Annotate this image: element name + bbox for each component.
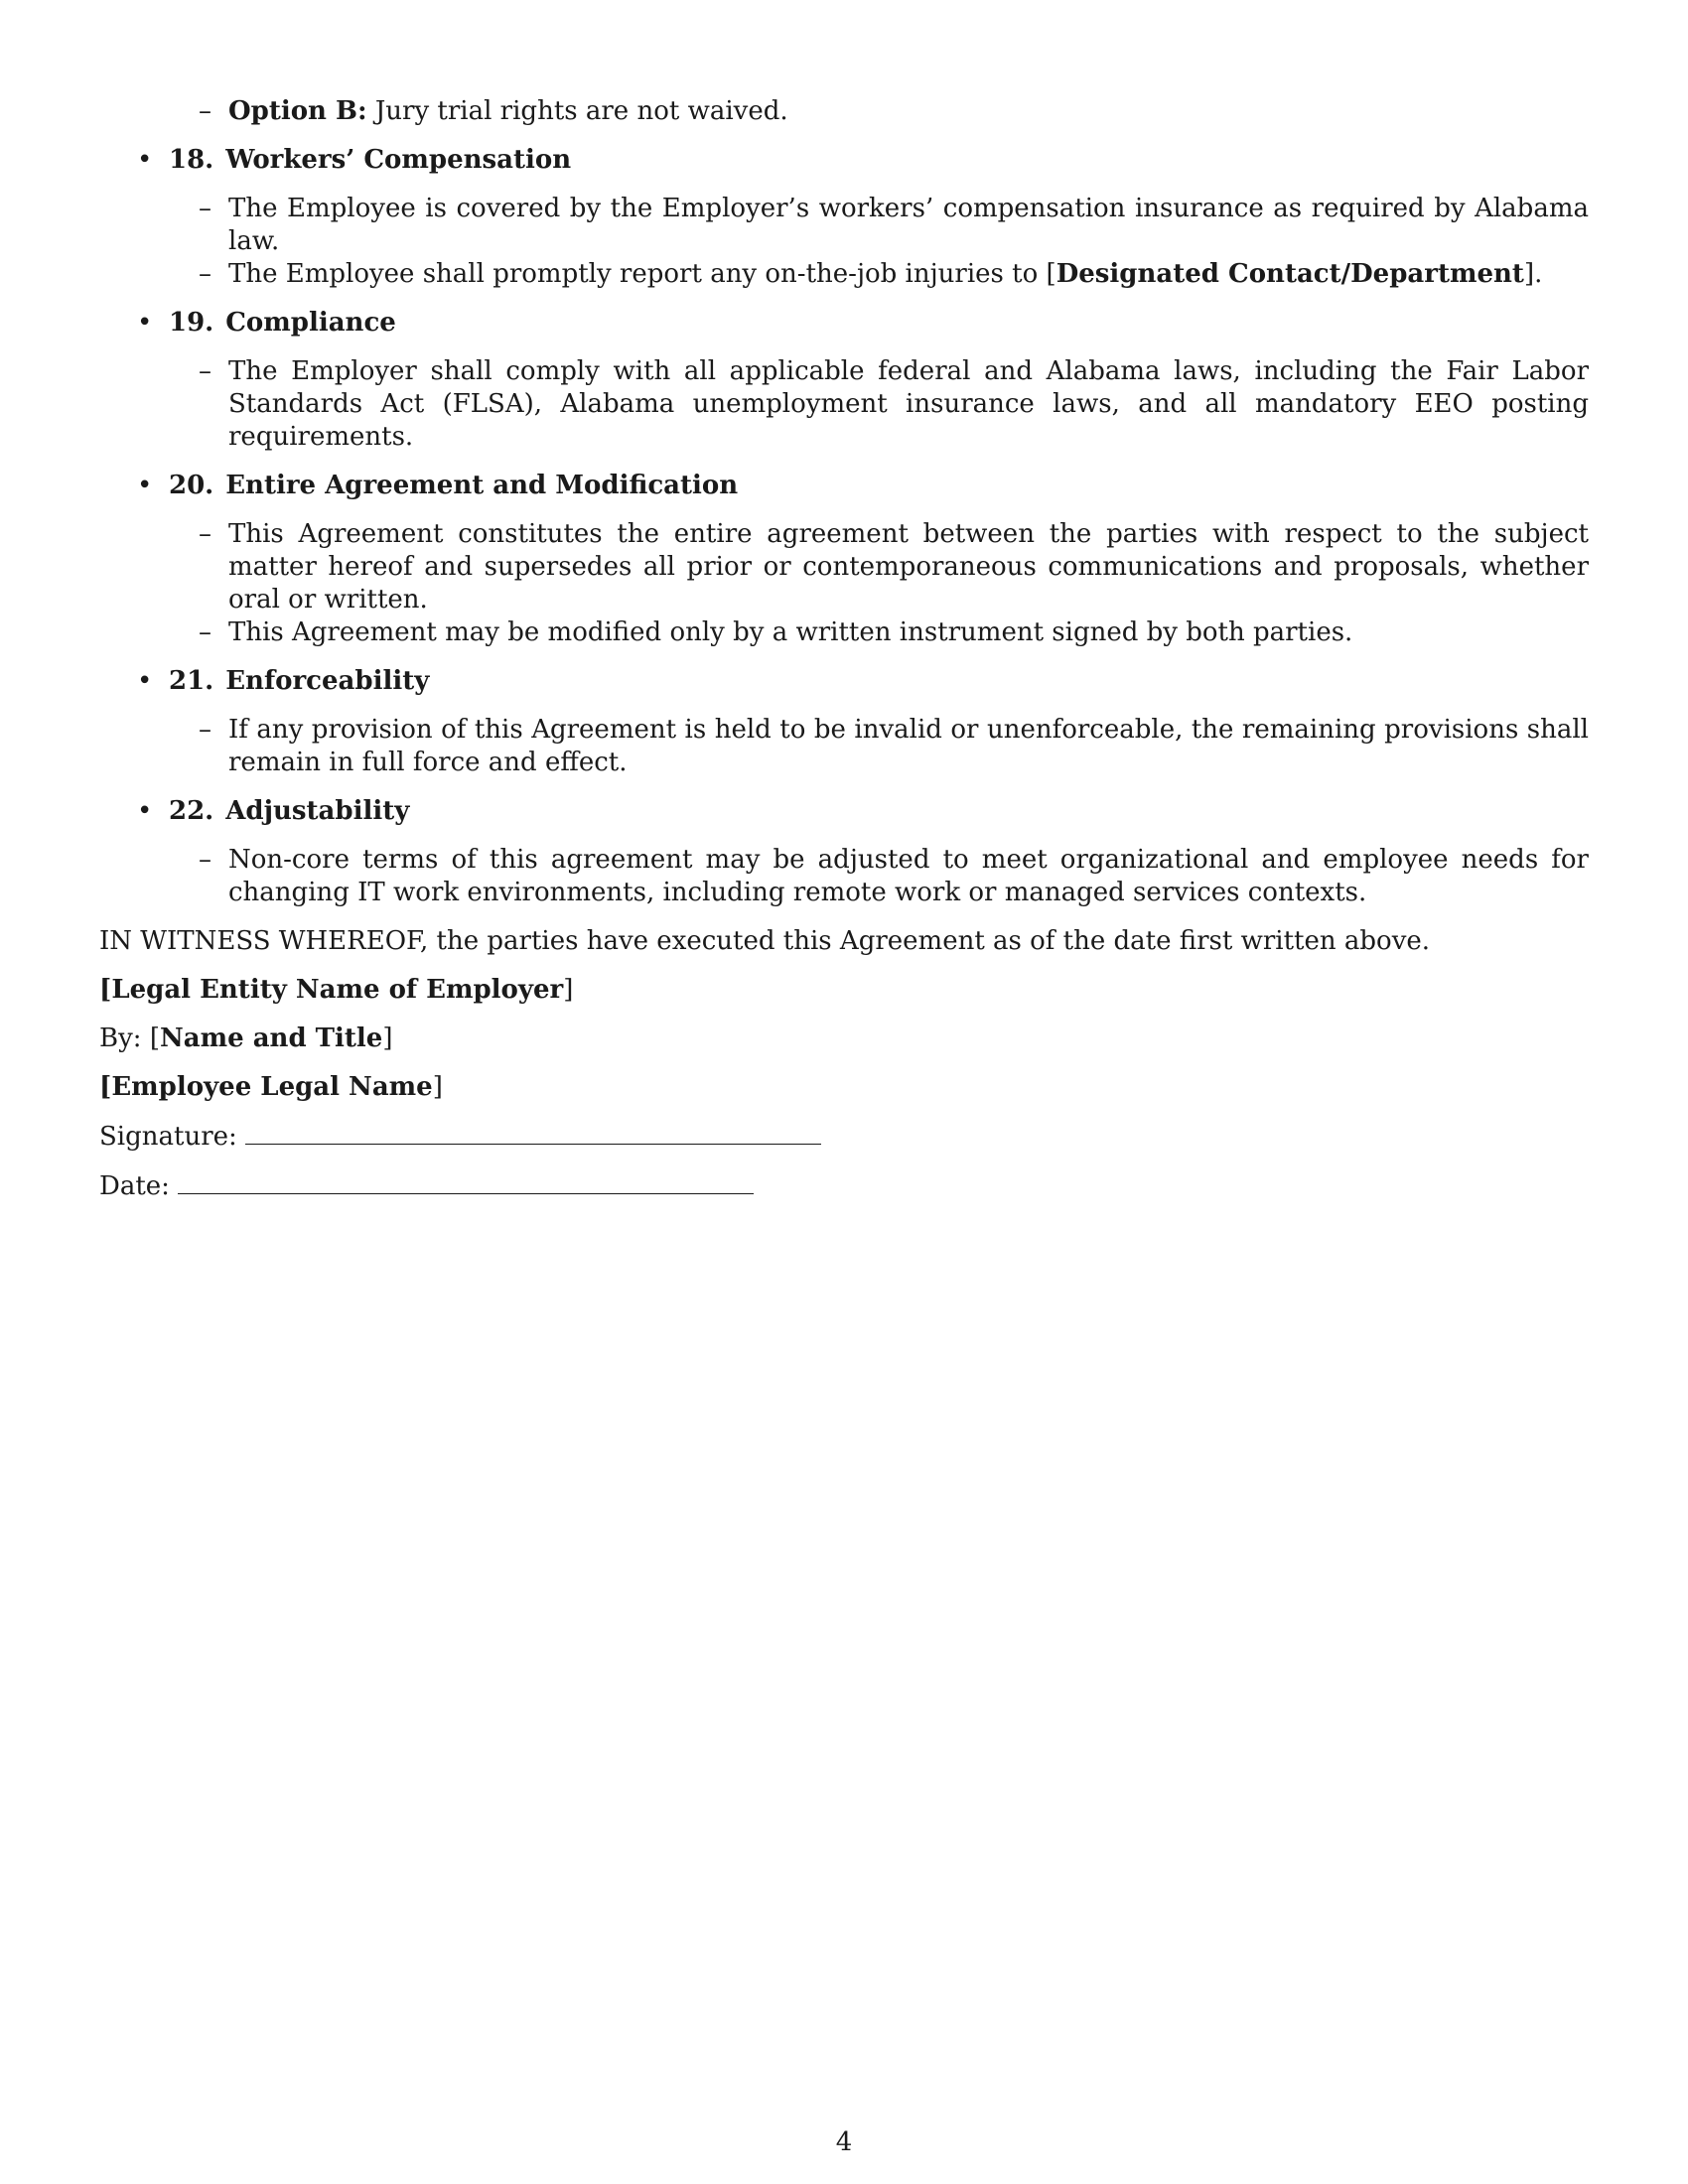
- item-text: If any provision of this Agreement is held to be invalid or unenforceable, the remaining provisions shall remain in full force and effect.: [228, 715, 1589, 777]
- employee-name-placeholder: Employee Legal Name: [111, 1072, 433, 1102]
- signature-label: Signature:: [99, 1122, 237, 1152]
- employee-name-line: [99, 1071, 1589, 1104]
- name-title-placeholder: Name and Title: [159, 1024, 383, 1053]
- signature-blank[interactable]: [245, 1120, 821, 1145]
- section-title: Entire Agreement and Modification: [225, 471, 739, 500]
- bullet-marker: •: [137, 145, 153, 175]
- bullet-marker: •: [137, 471, 153, 500]
- section-number: 22.: [169, 796, 214, 826]
- option-b-text: Jury trial rights are not waived.: [366, 96, 788, 126]
- designated-contact-placeholder: Designated Contact/Department: [1055, 259, 1524, 289]
- list-item: [199, 844, 1589, 909]
- item-text-end: ].: [1523, 259, 1543, 289]
- date-line: [99, 1169, 1589, 1203]
- bullet-marker: •: [137, 666, 153, 696]
- section-items: [169, 193, 1589, 291]
- section-22: [137, 795, 1589, 909]
- list-item: [199, 258, 1589, 291]
- date-blank[interactable]: [178, 1169, 754, 1194]
- section-title: Enforceability: [225, 666, 430, 696]
- section-19: [137, 307, 1589, 454]
- section-number: 21.: [169, 666, 214, 696]
- section-title: Workers’ Compensation: [225, 145, 572, 175]
- section-21: [137, 665, 1589, 779]
- section-heading: [169, 795, 1589, 828]
- list-item: [199, 193, 1589, 258]
- document-page: [99, 95, 1589, 1219]
- item-text: The Employer shall comply with all applicable federal and Alabama laws, including the Fair Labor Standards Act (FLSA), Alabama unemployment insurance laws, and all mandatory EEO posting requirements.: [228, 356, 1589, 452]
- by-label: By:: [99, 1024, 150, 1053]
- section-heading: [169, 307, 1589, 340]
- dash-marker: –: [199, 259, 211, 289]
- section-heading: [169, 144, 1589, 177]
- item-text: This Agreement may be modified only by a written instrument signed by both parties.: [228, 617, 1353, 647]
- date-label: Date:: [99, 1171, 170, 1201]
- dash-marker: –: [199, 519, 211, 549]
- option-b-item: [199, 95, 1589, 128]
- bracket: ]: [563, 975, 574, 1005]
- option-b-label: Option B:: [228, 96, 367, 126]
- dash-marker: –: [199, 356, 211, 386]
- bracket: [: [99, 975, 112, 1005]
- section-items: [169, 355, 1589, 454]
- bracket: ]: [382, 1024, 393, 1053]
- item-text: The Employee is covered by the Employer’s workers’ compensation insurance as required by Alabama law.: [228, 194, 1589, 256]
- witness-clause: IN WITNESS WHEREOF, the parties have executed this Agreement as of the date first written above.: [99, 926, 1431, 956]
- dash-marker: –: [199, 715, 211, 745]
- section-18: [137, 144, 1589, 291]
- dash-marker: –: [199, 617, 211, 647]
- section-heading: [169, 665, 1589, 698]
- section-items: [169, 844, 1589, 909]
- section-heading: [169, 470, 1589, 502]
- dash-marker: –: [199, 194, 211, 223]
- bullet-marker: •: [137, 796, 153, 826]
- bracket: ]: [432, 1072, 443, 1102]
- employer-name-placeholder: Legal Entity Name of Employer: [111, 975, 564, 1005]
- item-text: The Employee shall promptly report any on-the-job injuries to [: [228, 259, 1056, 289]
- section-number: 19.: [169, 308, 214, 338]
- section-number: 18.: [169, 145, 214, 175]
- employer-name-line: [99, 974, 1589, 1007]
- section-title: Compliance: [225, 308, 396, 338]
- dash-marker: –: [199, 96, 211, 126]
- bracket: [: [99, 1072, 112, 1102]
- section-items: [169, 518, 1589, 649]
- bracket: [: [149, 1024, 160, 1053]
- section-20: [137, 470, 1589, 649]
- bullet-marker: •: [137, 308, 153, 338]
- list-item: [199, 616, 1589, 649]
- item-text: This Agreement constitutes the entire agreement between the parties with respect to the subject matter hereof and supersedes all prior or contemporaneous communications and proposals, whether oral or written.: [228, 519, 1589, 614]
- section-number: 20.: [169, 471, 214, 500]
- page-number: 4: [835, 2127, 853, 2157]
- signature-line: [99, 1120, 1589, 1154]
- section-title: Adjustability: [225, 796, 410, 826]
- dash-marker: –: [199, 845, 211, 875]
- list-item: [199, 355, 1589, 454]
- list-item: [199, 714, 1589, 779]
- by-line: [99, 1023, 1589, 1055]
- item-text: Non-core terms of this agreement may be adjusted to meet organizational and employee needs for changing IT work environments, including remote work or managed services contexts.: [228, 845, 1589, 907]
- list-item: [199, 518, 1589, 616]
- section-items: [169, 714, 1589, 779]
